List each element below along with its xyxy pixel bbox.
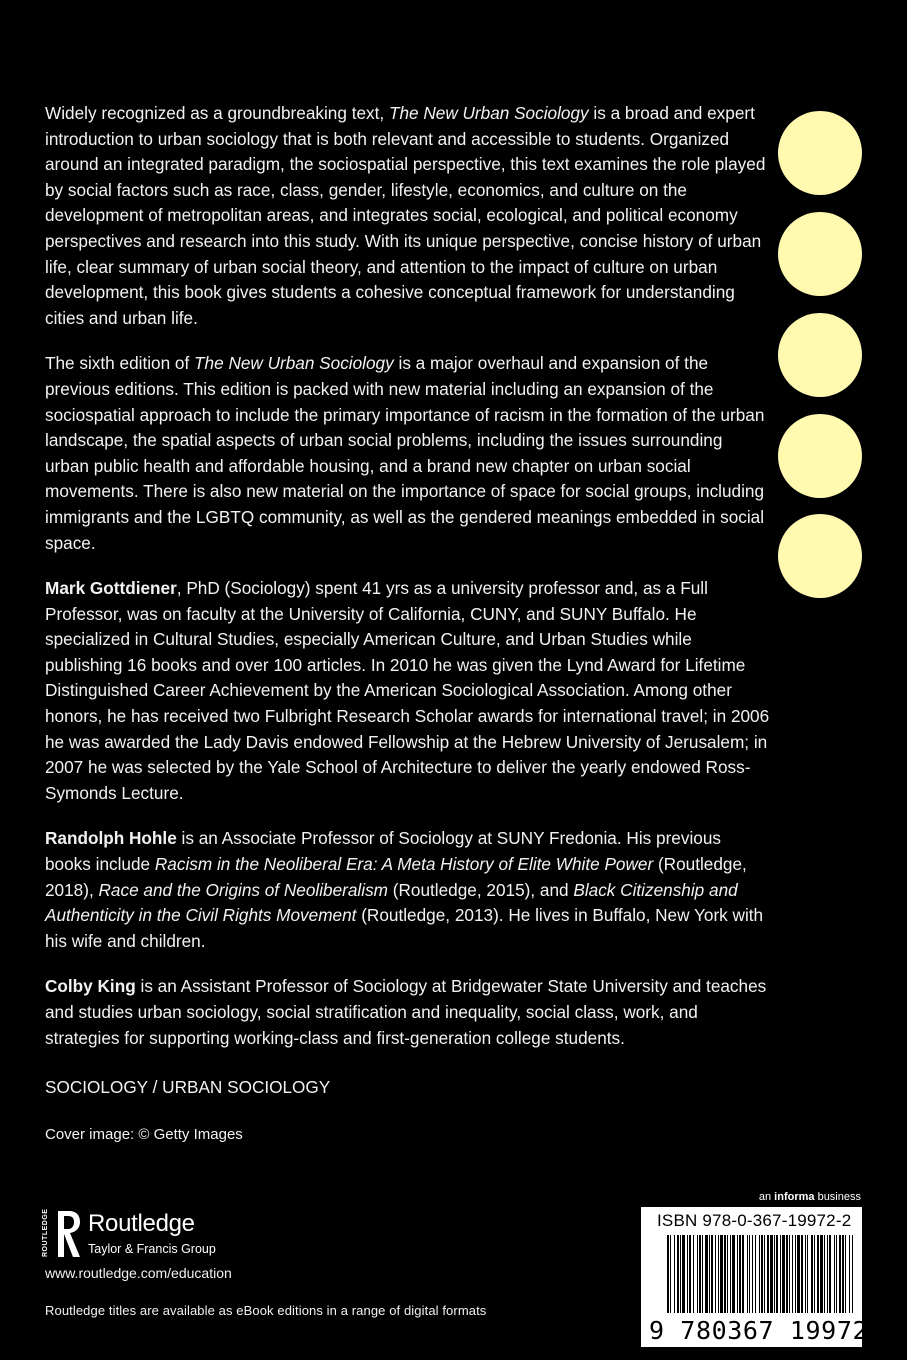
barcode-bar [699, 1235, 701, 1313]
yellow-dot-icon [778, 111, 862, 195]
barcode-bar [770, 1235, 773, 1313]
barcode-bar [730, 1235, 731, 1313]
cover-image-credit: Cover image: © Getty Images [45, 1126, 243, 1143]
barcode-bar [801, 1235, 803, 1313]
author-bio-hohle: Randolph Hohle is an Associate Professor of Sociology at SUNY Fredonia. His previous books include Racism in the Neoliberal Era: A Meta History of Elite White Power (Routledge, 2018), Race and the Origins of Neoliberalism (Routledge, 2015), and Black Citizenship and Authenticity in the Civil Rights Movement (Routledge, 2013). He lives in Buffalo, New York with his wife and children. [45, 828, 764, 951]
barcode-bar [667, 1235, 669, 1313]
author-name: Randolph Hohle [45, 828, 177, 849]
publisher-url[interactable]: www.routledge.com/education [45, 1265, 232, 1281]
barcode-bar [742, 1235, 744, 1313]
barcode-bar [836, 1235, 837, 1313]
barcode-bar [776, 1235, 778, 1313]
barcode-bar [789, 1235, 790, 1313]
barcode-bar [687, 1235, 688, 1313]
barcode-bar [718, 1235, 719, 1313]
barcode-bar [670, 1235, 671, 1313]
barcode-bar [759, 1235, 760, 1313]
barcode-bar [705, 1235, 708, 1313]
barcode-bar [724, 1235, 726, 1313]
barcode-bar [767, 1235, 769, 1313]
barcode-bar [680, 1235, 681, 1313]
book-title: The New Urban Sociology [388, 103, 589, 123]
yellow-dot-icon [778, 414, 862, 498]
barcode-bar [702, 1235, 703, 1313]
barcode-bar [752, 1235, 753, 1313]
barcode-bar [727, 1235, 728, 1313]
author-bio-king: Colby King is an Assistant Professor of Sociology at Bridgewater State University and teaches and studies urban sociology, social stratification and inequality, social class, work, and strategies for supporting working-class and first-generation college students. [45, 976, 767, 1048]
publisher-name: Routledge [88, 1210, 195, 1237]
barcode-bar [682, 1235, 685, 1313]
barcode-bar [677, 1235, 679, 1313]
barcode-digits: 9 780367 199722 [649, 1316, 884, 1345]
barcode-bar [774, 1235, 775, 1313]
barcode-bar [811, 1235, 813, 1313]
barcode-bar [697, 1235, 698, 1313]
barcode-bar [814, 1235, 815, 1313]
barcode-bar [689, 1235, 691, 1313]
barcode-icon [641, 1235, 862, 1319]
barcode-bar [674, 1235, 675, 1313]
barcode-bar [824, 1235, 825, 1313]
isbn-label: ISBN 978-0-367-19972-2 [657, 1211, 852, 1230]
back-cover-copy [45, 101, 770, 1071]
barcode-bar [795, 1235, 796, 1313]
publisher-group: Taylor & Francis Group [88, 1242, 216, 1256]
ebook-note: Routledge titles are available as eBook editions in a range of digital formats [45, 1303, 487, 1318]
barcode-bar [782, 1235, 785, 1313]
barcode-bar [747, 1235, 748, 1313]
barcode-bar [792, 1235, 793, 1313]
isbn-barcode-box [641, 1207, 884, 1347]
subject-category: SOCIOLOGY / URBAN SOCIOLOGY [45, 1077, 331, 1097]
barcode-bar [849, 1235, 850, 1313]
barcode-bar [829, 1235, 831, 1313]
barcode-bar [737, 1235, 738, 1313]
informa-tagline: an informa business [758, 1191, 861, 1203]
barcode-bar [761, 1235, 763, 1313]
barcode-bar [797, 1235, 800, 1313]
author-name: Mark Gottdiener [45, 578, 177, 599]
barcode-bar [839, 1235, 841, 1313]
yellow-dot-icon [778, 212, 862, 296]
barcode-bar [842, 1235, 844, 1313]
book-title: The New Urban Sociology [194, 353, 394, 374]
barcode-bar [834, 1235, 835, 1313]
barcode-bar [709, 1235, 710, 1313]
barcode-bar [764, 1235, 765, 1313]
barcode-bar [715, 1235, 716, 1313]
barcode-bar [817, 1235, 819, 1313]
logo-vertical-mark: ROUTLEDGE [42, 1208, 49, 1258]
barcode-bar [739, 1235, 741, 1313]
barcode-bar [805, 1235, 806, 1313]
yellow-dot-icon [778, 313, 862, 397]
barcode-bar [807, 1235, 808, 1313]
barcode-bar [780, 1235, 781, 1313]
barcode-bar [711, 1235, 713, 1313]
description-paragraph-2: The sixth edition of The New Urban Sociology is a major overhaul and expansion of the previous editions. This edition is packed with new material including an expansion of the sociospatial approach to include the primary importance of racism in the formation of the urban landscape, the spatial aspects of urban social problems, including the issues surrounding urban public health and affordable housing, and a brand new chapter on urban social movements. There is also new material on the importance of space for social groups, including immigrants and the LGBTQ community, as well as the gendered meanings embedded in social space. [45, 353, 765, 553]
barcode-bar [720, 1235, 723, 1313]
barcode-bar [845, 1235, 846, 1313]
barcode-bar [827, 1235, 828, 1313]
author-name: Colby King [45, 976, 136, 997]
barcode-bar [732, 1235, 735, 1313]
barcode-bar [749, 1235, 750, 1313]
barcode-bar [786, 1235, 788, 1313]
barcode-bar [755, 1235, 756, 1313]
routledge-r-icon [56, 1209, 82, 1261]
description-paragraph-1: Widely recognized as a groundbreaking text, The New Urban Sociology is a broad and expert introduction to urban sociology that is both relevant and accessible to students. Organized around an integrated paradigm, the sociospatial perspective, this text examines the role played by social factors such as race, class, gender, lifestyle, economics, and culture on the development of metropolitan areas, and integrates social, ecological, and political economy perspectives and research into this study. With its unique perspective, concise history of urban life, clear summary of urban social theory, and attention to the impact of culture on urban development, this book gives students a cohesive conceptual framework for understanding cities and urban life. [45, 103, 766, 328]
author-bio-gottdiener: Mark Gottdiener, PhD (Sociology) spent 41 yrs as a university professor and, as a Full Professor, was on faculty at the University of California, CUNY, and SUNY Buffalo. He specialized in Cultural Studies, especially American Culture, and Urban Studies while publishing 16 books and over 100 articles. In 2010 he was given the Lynd Award for Lifetime Distinguished Career Achievement by the American Sociological Association. Among other honors, he has received two Fulbright Research Scholar awards for international travel; in 2006 he was awarded the Lady Davis endowed Fellowship at the Hebrew University of Jerusalem; in 2007 he was selected by the Yale School of Architecture to deliver the yearly endowed Ross-Symonds Lecture. [45, 578, 770, 803]
barcode-bar [693, 1235, 694, 1313]
yellow-dot-icon [778, 514, 862, 598]
barcode-bar [820, 1235, 823, 1313]
barcode-bar [852, 1235, 853, 1313]
